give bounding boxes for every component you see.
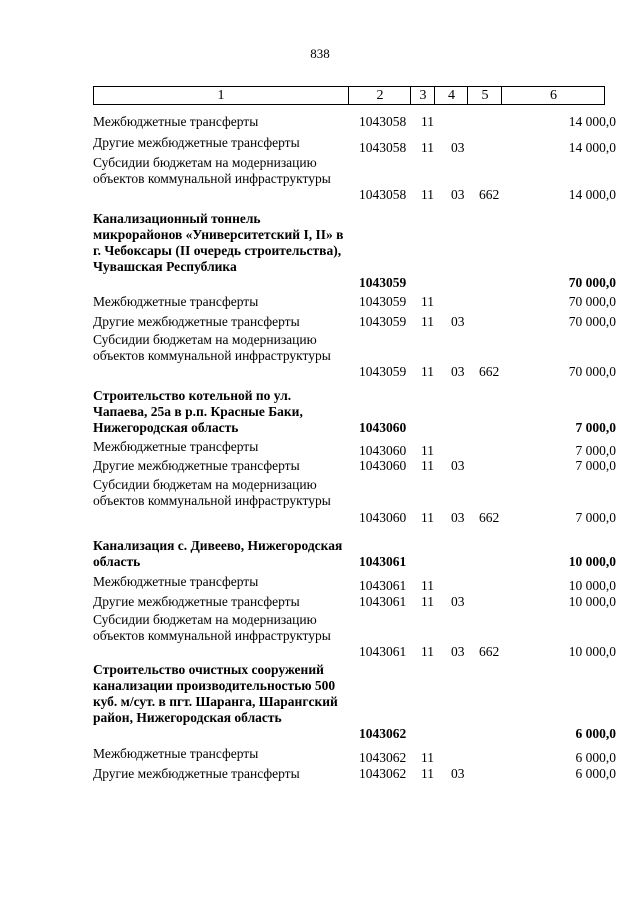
- row-amount: 7 000,0: [575, 443, 616, 458]
- page-number: 838: [310, 46, 330, 61]
- row-code: 1043061: [359, 644, 407, 659]
- row-code: 1043062: [359, 766, 407, 781]
- header-col-1: 1: [217, 88, 225, 103]
- row-name: Канализация с. Дивеево, Нижегородская область: [93, 538, 343, 569]
- table-header-row: [93, 86, 605, 105]
- row-code: 1043060: [359, 420, 407, 435]
- row-amount: 7 000,0: [575, 420, 616, 435]
- header-col-3: 3: [410, 87, 435, 104]
- row-c3: 11: [421, 364, 434, 379]
- row-c4: 03: [451, 594, 465, 609]
- row-name: Другие межбюджетные трансферты: [93, 314, 300, 329]
- row-amount: 10 000,0: [568, 578, 616, 593]
- row-c3: 11: [421, 578, 434, 593]
- row-c3: 11: [421, 750, 434, 765]
- row-c5: 662: [479, 644, 500, 659]
- row-amount: 6 000,0: [575, 750, 616, 765]
- row-name: Канализационный тоннель микрорайонов «Университетский I, II» в г. Чебоксары (II очередь строительства), Чувашская Республика: [93, 211, 344, 274]
- row-amount: 10 000,0: [568, 644, 616, 659]
- row-c3: 11: [421, 140, 434, 155]
- row-amount: 7 000,0: [575, 458, 616, 473]
- row-name: Субсидии бюджетам на модернизацию объектов коммунальной инфраструктуры: [93, 155, 331, 186]
- row-name: Межбюджетные трансферты: [93, 294, 259, 309]
- row-c3: 11: [421, 294, 434, 309]
- row-amount: 14 000,0: [568, 140, 616, 155]
- header-col-2: 2: [348, 87, 411, 104]
- row-amount: 7 000,0: [575, 510, 616, 525]
- row-amount: 14 000,0: [568, 187, 616, 202]
- row-code: 1043060: [359, 458, 407, 473]
- row-code: 1043059: [359, 364, 407, 379]
- row-c3: 11: [421, 114, 434, 129]
- row-code: 1043060: [359, 510, 407, 525]
- row-code: 1043058: [359, 187, 407, 202]
- row-amount: 10 000,0: [568, 594, 616, 609]
- row-code: 1043061: [359, 554, 407, 569]
- row-amount: 6 000,0: [575, 766, 616, 781]
- header-col-6: 6: [501, 87, 605, 104]
- row-code: 1043059: [359, 275, 407, 290]
- row-c3: 11: [421, 644, 434, 659]
- row-c3: 11: [421, 766, 434, 781]
- row-name: Другие межбюджетные трансферты: [93, 594, 300, 609]
- header-col-4: 4: [434, 87, 468, 104]
- row-amount: 70 000,0: [568, 275, 616, 290]
- row-name: Другие межбюджетные трансферты: [93, 458, 300, 473]
- row-name: Межбюджетные трансферты: [93, 574, 259, 589]
- row-c4: 03: [451, 644, 465, 659]
- row-c4: 03: [451, 140, 465, 155]
- row-code: 1043062: [359, 726, 407, 741]
- row-c4: 03: [451, 766, 465, 781]
- row-c5: 662: [479, 187, 500, 202]
- row-c3: 11: [421, 187, 434, 202]
- row-amount: 6 000,0: [575, 726, 616, 741]
- row-name: Субсидии бюджетам на модернизацию объектов коммунальной инфраструктуры: [93, 612, 331, 643]
- row-name: Субсидии бюджетам на модернизацию объектов коммунальной инфраструктуры: [93, 332, 331, 363]
- row-code: 1043061: [359, 578, 407, 593]
- row-code: 1043061: [359, 594, 407, 609]
- row-name: Строительство очистных сооружений канализации производительностью 500 куб. м/сут. в пгт. Шаранга, Шарангский район, Нижегородская область: [93, 662, 338, 725]
- row-name: Субсидии бюджетам на модернизацию объектов коммунальной инфраструктуры: [93, 477, 331, 508]
- row-c4: 03: [451, 458, 465, 473]
- row-name: Строительство котельной по ул. Чапаева, 25а в р.п. Красные Баки, Нижегородская область: [93, 388, 303, 435]
- row-c3: 11: [421, 594, 434, 609]
- row-amount: 70 000,0: [568, 364, 616, 379]
- row-c3: 11: [421, 314, 434, 329]
- row-amount: 14 000,0: [568, 114, 616, 129]
- row-c3: 11: [421, 458, 434, 473]
- row-c3: 11: [421, 510, 434, 525]
- row-code: 1043059: [359, 314, 407, 329]
- row-c3: 11: [421, 443, 434, 458]
- row-amount: 70 000,0: [568, 294, 616, 309]
- row-c5: 662: [479, 364, 500, 379]
- row-c5: 662: [479, 510, 500, 525]
- row-code: 1043058: [359, 140, 407, 155]
- row-amount: 10 000,0: [568, 554, 616, 569]
- row-name: Межбюджетные трансферты: [93, 114, 259, 129]
- row-name: Другие межбюджетные трансферты: [93, 766, 300, 781]
- row-name: Межбюджетные трансферты: [93, 439, 259, 454]
- row-c4: 03: [451, 364, 465, 379]
- row-name: Другие межбюджетные трансферты: [93, 135, 300, 150]
- row-name: Межбюджетные трансферты: [93, 746, 259, 761]
- row-code: 1043058: [359, 114, 407, 129]
- row-code: 1043062: [359, 750, 407, 765]
- row-code: 1043060: [359, 443, 407, 458]
- header-col-5: 5: [467, 87, 502, 104]
- row-code: 1043059: [359, 294, 407, 309]
- row-c4: 03: [451, 510, 465, 525]
- row-c4: 03: [451, 314, 465, 329]
- row-amount: 70 000,0: [568, 314, 616, 329]
- row-c4: 03: [451, 187, 465, 202]
